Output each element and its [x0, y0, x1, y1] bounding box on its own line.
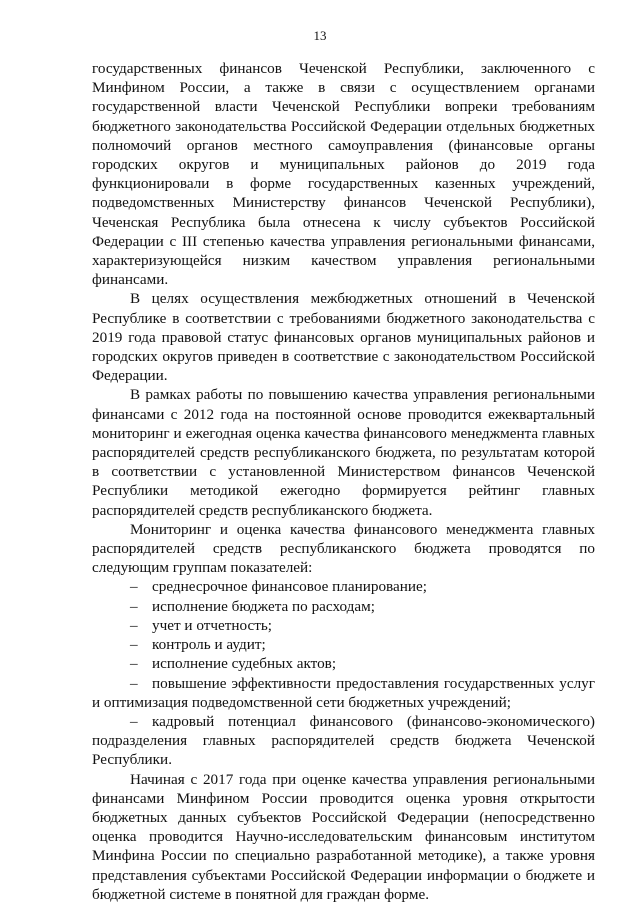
paragraph: Мониторинг и оценка качества финансового менеджмента главных распорядителей средств республиканского бюджета проводятся по следующим группам показателей: — [92, 520, 595, 577]
list-item — [92, 712, 595, 770]
list-dash: – — [130, 636, 138, 654]
document-body — [92, 59, 595, 904]
list-item-text: исполнение судебных актов; — [152, 655, 337, 673]
list-dash: – — [130, 674, 138, 692]
list-dash: – — [130, 655, 138, 673]
list-item — [92, 654, 595, 673]
page-number: 13 — [313, 28, 327, 43]
list-item — [92, 674, 595, 712]
list-dash: – — [130, 578, 138, 596]
paragraph: В целях осуществления межбюджетных отношений в Чеченской Республике в соответствии с требованиями бюджетного законодательства с 2019 года правовой статус финансовых органов муниципальных районов и городских округов приведен в соответствие с законодательством Российской Федерации. — [92, 290, 595, 385]
list-item — [92, 577, 595, 596]
list-item-text: кадровый потенциал финансового (финансово-экономического) подразделения главных распорядителей средств бюджета Чеченской Республики. — [92, 712, 595, 769]
list-dash: – — [130, 712, 138, 730]
list-item-text: контроль и аудит; — [152, 636, 266, 654]
list-dash: – — [130, 597, 138, 615]
list-item-text: среднесрочное финансовое планирование; — [152, 578, 427, 596]
list-item — [92, 597, 595, 616]
list-item — [92, 635, 595, 654]
indicator-list — [92, 577, 595, 769]
list-dash: – — [130, 616, 138, 634]
list-item — [92, 616, 595, 635]
paragraph: В рамках работы по повышению качества управления региональными финансами с 2012 года на постоянной основе проводится ежеквартальный мониторинг и ежегодная оценка качества финансового менеджмента главных распорядителей средств республиканского бюджета, по результатам которой в соответствии с установленной Министерством финансов Чеченской Республики методикой ежегодно формируется рейтинг главных распорядителей средств республиканского бюджета. — [92, 386, 595, 519]
list-item-text: исполнение бюджета по расходам; — [152, 597, 375, 615]
list-item-text: учет и отчетность; — [152, 616, 273, 634]
paragraph: Начиная с 2017 года при оценке качества управления региональными финансами Минфином России проводится оценка уровня открытости бюджетных данных субъектов Российской Федерации (непосредственно оценка проводится Научно-исследовательским финансовым институтом Минфина России по специально разработанной методике), а также уровня представления субъектами Российской Федерации информации о бюджете и бюджетной системе в понятной для граждан форме. — [92, 770, 595, 903]
list-item-text: повышение эффективности предоставления государственных услуг и оптимизация подведомственной сети бюджетных учреждений; — [92, 674, 595, 711]
paragraph-continuation: государственных финансов Чеченской Республики, заключенного с Минфином России, а также в связи с осуществлением органами государственной власти Чеченской Республики вопреки требованиям бюджетного законодательства Российской Федерации отдельных бюджетных полномочий органов местного самоуправления (финансовые органы городских округов и муниципальных районов до 2019 года функционировали в форме государственных казенных учреждений, подведомственных Министерству финансов Чеченской Республики), Чеченская Республика была отнесена к числу субъектов Российской Федерации с III степенью качества управления региональными финансами, характеризующейся низким качеством управления региональными финансами. — [92, 60, 595, 289]
